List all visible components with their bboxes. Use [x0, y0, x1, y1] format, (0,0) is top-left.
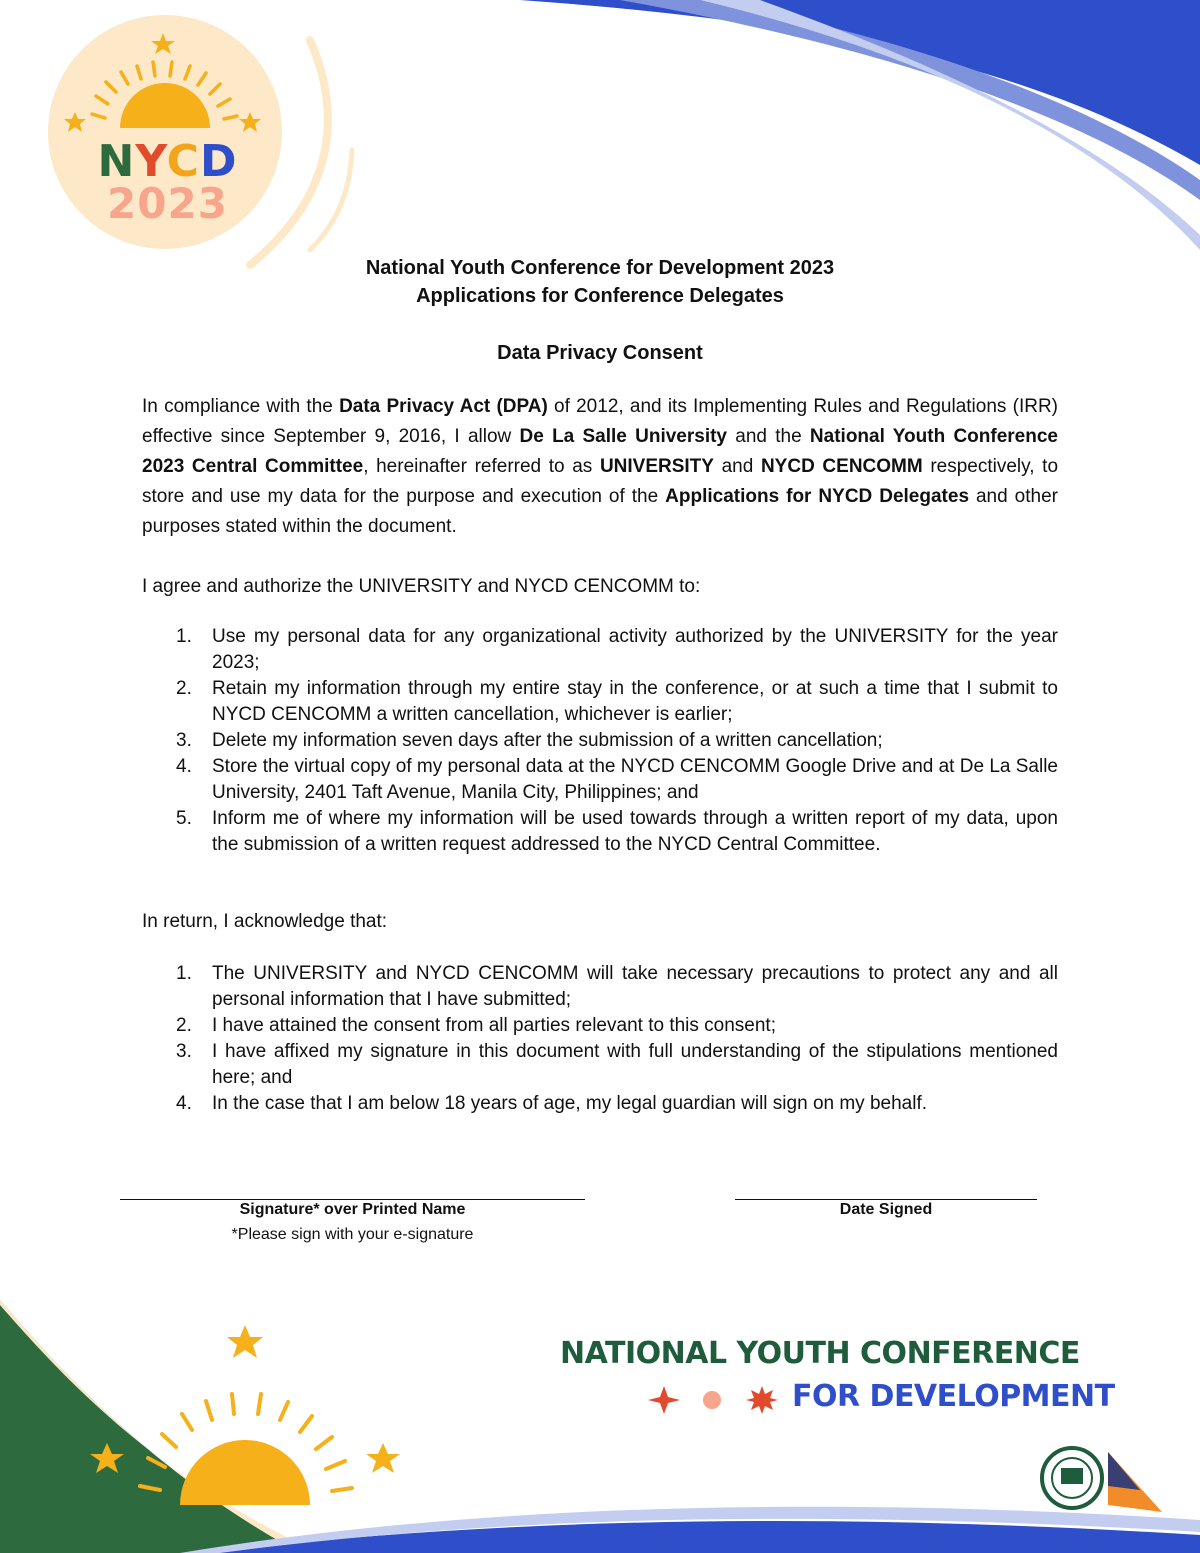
list-text: Inform me of where my information will be used towards through a written report of my data, upon the submission of a written request addressed to the NYCD Central Committee.	[212, 808, 1058, 855]
intro-text: , hereinafter referred to as	[363, 456, 600, 477]
intro-paragraph	[142, 392, 1058, 542]
list-item	[142, 624, 1058, 676]
date-signed-line[interactable]	[735, 1199, 1037, 1200]
intro-bold-applications: Applications for NYCD Delegates	[665, 486, 970, 507]
list-item	[142, 961, 1058, 1013]
list-number: 4.	[176, 756, 192, 777]
authorize-list	[142, 624, 1058, 858]
section-title: Data Privacy Consent	[497, 342, 703, 364]
acknowledge-lead: In return, I acknowledge that:	[142, 911, 388, 932]
logo-nycd-text: NYCD	[97, 136, 238, 187]
logo-year: 2023	[107, 179, 228, 228]
list-text: Store the virtual copy of my personal data at the NYCD CENCOMM Google Drive and at De La Salle University, 2401 Taft Avenue, Manila City, Philippines; and	[212, 756, 1058, 803]
authorize-lead: I agree and authorize the UNIVERSITY and NYCD CENCOMM to:	[142, 576, 701, 597]
list-text: Delete my information seven days after the submission of a written cancellation;	[212, 730, 883, 751]
intro-text: respectively, to store and use my data for the purpose and execution of the	[142, 456, 1059, 507]
footer-subtitle: FOR DEVELOPMENT	[792, 1379, 1115, 1414]
date-signed-label: Date Signed	[839, 1201, 933, 1218]
list-item	[142, 1039, 1058, 1091]
intro-bold-university-short: UNIVERSITY	[599, 456, 714, 477]
list-item	[142, 728, 1058, 754]
list-number: 5.	[176, 808, 192, 829]
intro-text: and other purposes stated within the document.	[142, 486, 1058, 537]
list-number: 2.	[176, 1015, 192, 1036]
list-number: 4.	[176, 1093, 192, 1114]
intro-text: of 2012, and its Implementing Rules and Regulations (IRR) effective since September 9, 2016, I allow	[142, 396, 1059, 447]
list-item	[142, 806, 1058, 858]
footer-title: NATIONAL YOUTH CONFERENCE	[560, 1336, 1080, 1371]
list-text: I have attained the consent from all parties relevant to this consent;	[212, 1015, 776, 1036]
intro-text: In compliance with the	[142, 396, 340, 417]
list-number: 3.	[176, 730, 192, 751]
signature-line[interactable]	[120, 1199, 585, 1200]
intro-bold-dpa: Data Privacy Act (DPA)	[339, 396, 548, 417]
document-title: National Youth Conference for Development 2023	[365, 257, 835, 279]
list-text: Use my personal data for any organizational activity authorized by the UNIVERSITY for the year 2023;	[212, 626, 1058, 673]
acknowledge-list	[142, 961, 1058, 1117]
list-item	[142, 676, 1058, 728]
list-number: 2.	[176, 678, 192, 699]
intro-bold-committee: National Youth Conference 2023 Central Committee	[142, 426, 1058, 477]
list-text: The UNIVERSITY and NYCD CENCOMM will take necessary precautions to protect any and all personal information that I have submitted;	[212, 963, 1058, 1010]
signature-label: Signature* over Printed Name	[239, 1201, 466, 1218]
intro-bold-university: De La Salle University	[519, 426, 728, 447]
list-text: Retain my information through my entire stay in the conference, or at such a time that I submit to NYCD CENCOMM a written cancellation, whichever is earlier;	[212, 678, 1058, 725]
intro-bold-cencomm: NYCD CENCOMM	[760, 456, 923, 477]
list-text: I have affixed my signature in this document with full understanding of the stipulations mentioned here; and	[212, 1041, 1058, 1088]
list-number: 1.	[176, 963, 192, 984]
intro-text: and the	[727, 426, 810, 447]
intro-text: and	[713, 456, 761, 477]
list-item	[142, 1091, 1058, 1117]
list-number: 3.	[176, 1041, 192, 1062]
document-subtitle: Applications for Conference Delegates	[416, 285, 784, 307]
list-number: 1.	[176, 626, 192, 647]
list-item	[142, 1013, 1058, 1039]
list-item	[142, 754, 1058, 806]
list-text: In the case that I am below 18 years of age, my legal guardian will sign on my behalf.	[212, 1093, 928, 1114]
signature-note: *Please sign with your e-signature	[231, 1226, 474, 1243]
